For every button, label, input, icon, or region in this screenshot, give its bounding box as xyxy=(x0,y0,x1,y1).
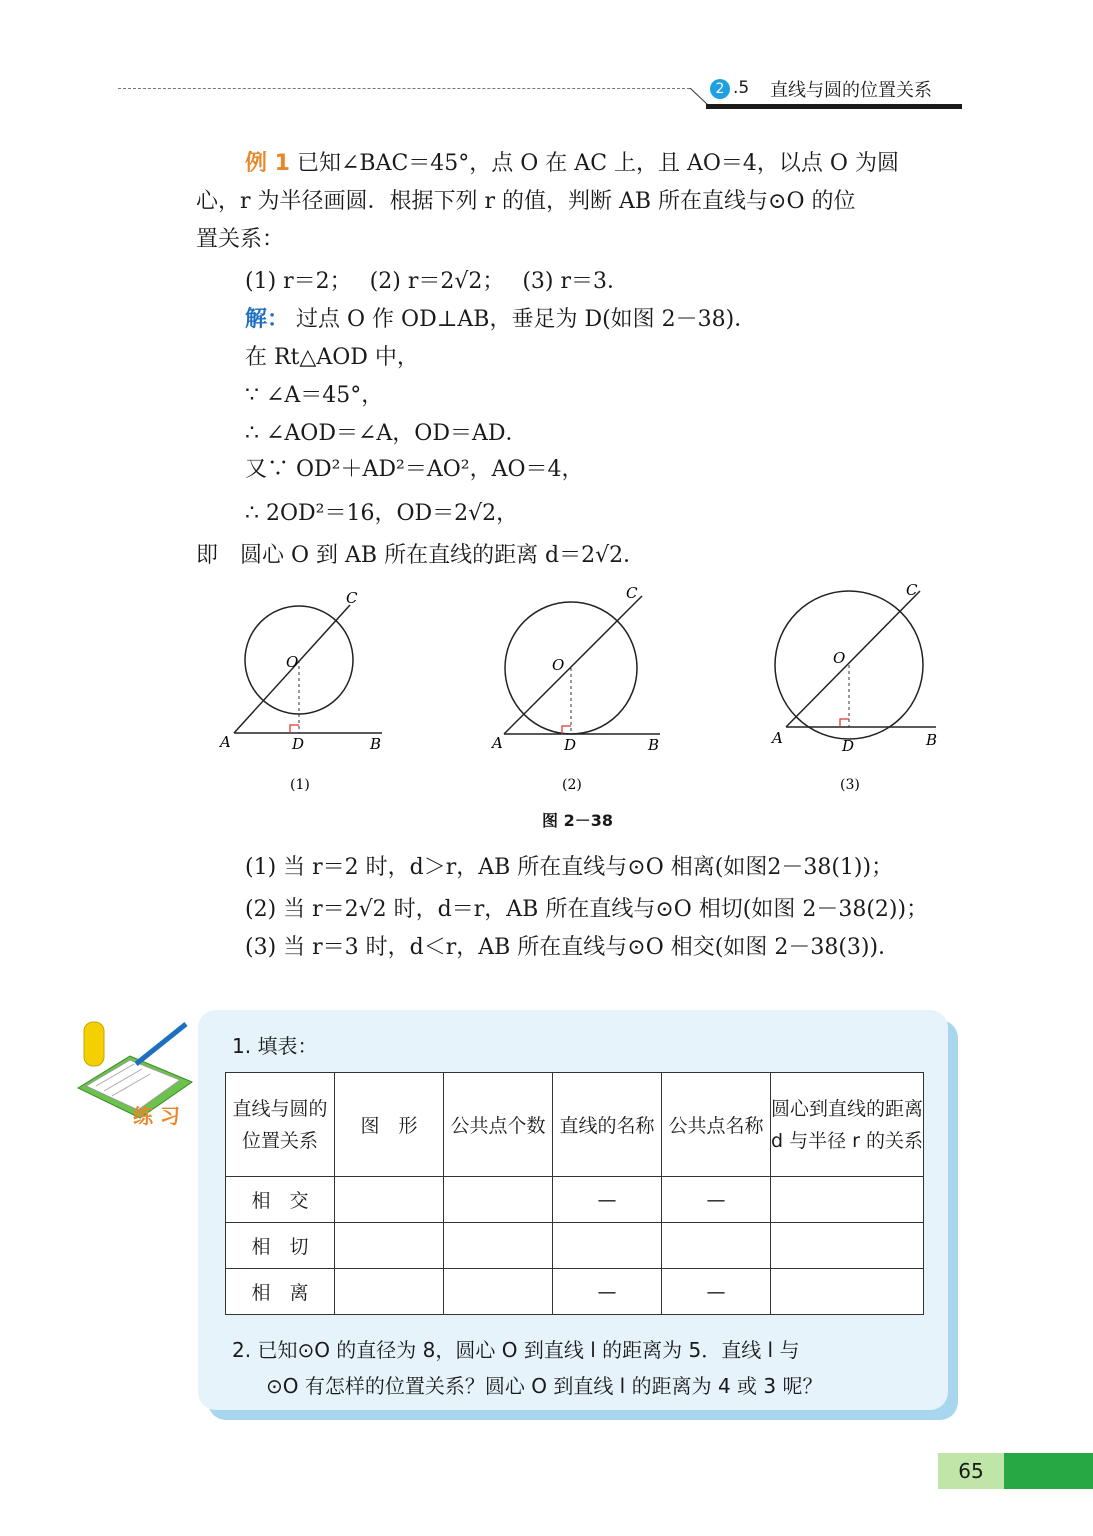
header-cell: 圆心到直线的距离 d 与半径 r 的关系 xyxy=(771,1073,924,1177)
header-cell: 直线的名称 xyxy=(553,1073,662,1177)
table-cell: — xyxy=(662,1177,771,1223)
section-number: .5 xyxy=(733,78,750,98)
table-cell xyxy=(553,1223,662,1269)
caption-2: (2) xyxy=(562,777,582,793)
row-name: 相 交 xyxy=(226,1177,335,1223)
section-badge: 2 xyxy=(710,79,730,99)
solution-line-4: ∴ ∠AOD＝∠A，OD＝AD． xyxy=(245,421,528,446)
solution-conclusion: 即 圆心 O 到 AB 所在直线的距离 d＝2√2． xyxy=(196,543,646,568)
example-line-2: 心，r 为半径画圆．根据下列 r 的值，判断 AB 所在直线与⊙O 的位 xyxy=(196,189,856,214)
table-header-row xyxy=(226,1073,924,1177)
label-a: A xyxy=(772,729,783,747)
right-angle-mark xyxy=(840,719,849,727)
result-1: (1) 当 r＝2 时，d＞r，AB 所在直线与⊙O 相离(如图2－38(1))； xyxy=(245,855,894,880)
label-o: O xyxy=(286,653,299,671)
table-cell xyxy=(335,1177,444,1223)
solution-line-1: 解： 过点 O 作 OD⊥AB，垂足为 D(如图 2－38)． xyxy=(245,307,757,332)
table-cell xyxy=(662,1223,771,1269)
fill-table xyxy=(225,1072,924,1315)
label-c: C xyxy=(626,584,638,602)
right-angle-mark xyxy=(562,726,571,734)
practice-q2-line1: 2. 已知⊙O 的直径为 8，圆心 O 到直线 l 的距离为 5．直线 l 与 xyxy=(232,1338,800,1362)
result-3: (3) 当 r＝3 时，d＜r，AB 所在直线与⊙O 相交(如图 2－38(3))． xyxy=(245,935,901,960)
label-d: D xyxy=(292,735,305,753)
result-2: (2) 当 r＝2√2 时，d＝r，AB 所在直线与⊙O 相切(如图 2－38(2))； xyxy=(245,897,929,922)
table-cell xyxy=(335,1223,444,1269)
label-o: O xyxy=(833,649,846,667)
label-c: C xyxy=(346,589,358,607)
table-cell: — xyxy=(662,1269,771,1315)
page-number: 65 xyxy=(938,1453,1004,1489)
example-label: 例 1 xyxy=(245,151,290,176)
solution-label: 解： xyxy=(245,307,290,332)
line-ac xyxy=(786,591,920,727)
solution-line-5: 又∵ OD²＋AD²＝AO²，AO＝4， xyxy=(245,457,584,482)
table-row xyxy=(226,1269,924,1315)
caption-3: (3) xyxy=(840,777,860,793)
label-b: B xyxy=(926,731,938,749)
table-cell xyxy=(771,1177,924,1223)
row-name: 相 离 xyxy=(226,1269,335,1315)
header-cell: 直线与圆的位置关系 xyxy=(226,1073,335,1177)
practice-q2-line2: ⊙O 有怎样的位置关系？圆心 O 到直线 l 的距离为 4 或 3 呢？ xyxy=(266,1374,823,1398)
label-b: B xyxy=(648,736,660,754)
solution-line-2: 在 Rt△AOD 中， xyxy=(245,345,419,370)
table-cell xyxy=(444,1177,553,1223)
solution-line-6: ∴ 2OD²＝16，OD＝2√2， xyxy=(245,501,519,526)
example-line-1: 例 1 已知∠BAC＝45°，点 O 在 AC 上，且 AO＝4，以点 O 为圆 xyxy=(245,151,899,176)
table-cell xyxy=(444,1269,553,1315)
table-row xyxy=(226,1177,924,1223)
example-line-3: 置关系： xyxy=(196,227,285,252)
table-cell: — xyxy=(553,1177,662,1223)
header-underline xyxy=(706,104,962,109)
label-b: B xyxy=(370,735,382,753)
practice-q1: 1. 填表： xyxy=(232,1034,318,1058)
practice-tag: 练 习 xyxy=(133,1104,180,1128)
label-c: C xyxy=(906,581,918,599)
header-cell: 图 形 xyxy=(335,1073,444,1177)
figure-2 xyxy=(482,580,682,795)
table-cell xyxy=(771,1223,924,1269)
row-name: 相 切 xyxy=(226,1223,335,1269)
table-cell: — xyxy=(553,1269,662,1315)
figure-title: 图 2－38 xyxy=(542,811,613,830)
table-cell xyxy=(335,1269,444,1315)
page-bar xyxy=(1004,1453,1093,1489)
header-dashed-line xyxy=(118,88,690,89)
line-ac xyxy=(504,596,642,734)
table-cell xyxy=(444,1223,553,1269)
table-row xyxy=(226,1223,924,1269)
label-d: D xyxy=(842,737,855,755)
caption-1: (1) xyxy=(290,777,310,793)
label-a: A xyxy=(492,734,503,752)
section-title: 直线与圆的位置关系 xyxy=(770,80,932,101)
figure-3 xyxy=(760,575,960,795)
label-o: O xyxy=(552,656,565,674)
header-cell: 公共点名称 xyxy=(662,1073,771,1177)
table-cell xyxy=(771,1269,924,1315)
right-angle-mark xyxy=(290,725,299,733)
example-cases: (1) r＝2； (2) r＝2√2； (3) r＝3． xyxy=(245,269,630,294)
figure-1 xyxy=(210,585,410,795)
label-a: A xyxy=(220,733,231,751)
header-cell: 公共点个数 xyxy=(444,1073,553,1177)
solution-line-3: ∵ ∠A＝45°， xyxy=(245,383,384,408)
label-d: D xyxy=(564,736,577,754)
